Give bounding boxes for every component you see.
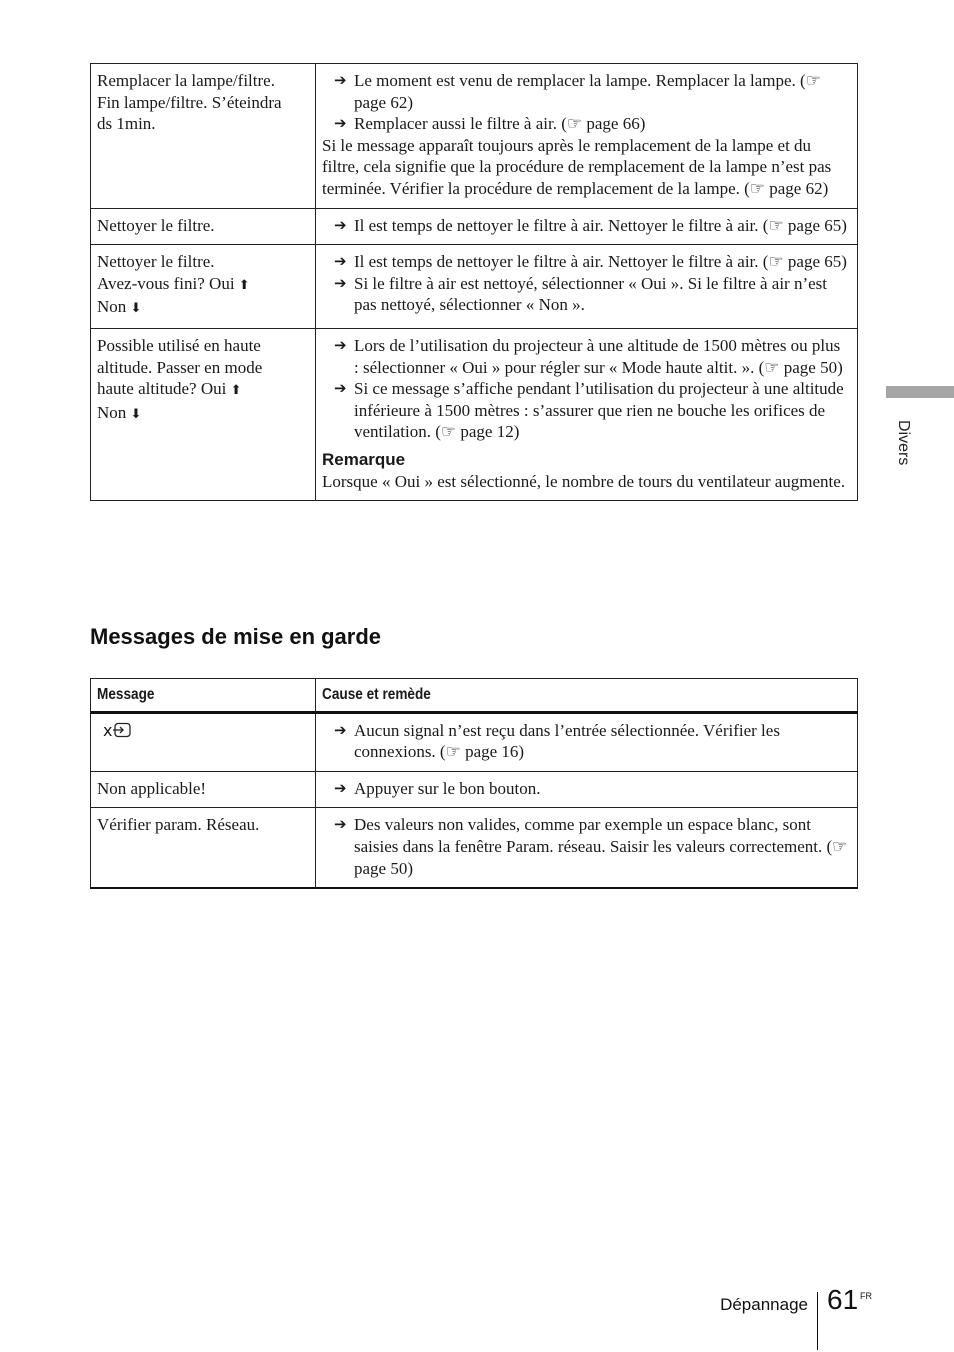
arrow-right-icon: ➔	[334, 71, 347, 89]
arrow-down-icon: ⬇	[130, 301, 142, 317]
note-text: Lorsque « Oui » est sélectionné, le nombre de tours du ventilateur augmente.	[322, 471, 846, 491]
remedy-paragraph: Si le message apparaît toujours après le remplacement de la lampe et du filtre, cela signifie que la procédure de remplacement de la lampe n’est pas terminée. Vérifier la procédure de remplacement de la lampe. (☞ page 62)	[322, 135, 832, 198]
table-row	[91, 808, 858, 888]
message-cell: Vérifier param. Réseau.	[91, 808, 316, 888]
table-row	[91, 328, 858, 500]
remedy-item	[322, 378, 849, 443]
page-language: FR	[860, 1291, 872, 1301]
table-row	[91, 245, 858, 329]
remedy-text: Des valeurs non valides, comme par exemple un espace blanc, sont saisies dans la fenêtre Param. réseau. Saisir les valeurs correctement. (☞ page 50)	[354, 815, 848, 878]
column-header-label: Cause et remède	[322, 686, 431, 703]
footer-section-name: Dépannage	[720, 1295, 808, 1314]
warning-messages-table	[90, 678, 858, 889]
section-title: Messages de mise en garde	[90, 624, 382, 649]
remedy-cell	[316, 208, 858, 245]
remedy-cell	[316, 771, 858, 808]
arrow-right-icon: ➔	[334, 778, 347, 797]
no-signal-x: x	[103, 720, 113, 740]
input-icon	[112, 722, 132, 738]
message-text: Avez-vous fini? Oui	[97, 273, 235, 293]
remedy-cell	[316, 245, 858, 329]
column-header-message	[91, 679, 316, 713]
remedy-item	[322, 778, 849, 800]
remedy-item	[322, 720, 849, 763]
remedy-item	[322, 814, 849, 879]
message-line: Nettoyer le filtre.	[97, 215, 215, 235]
message-text: Non	[97, 402, 127, 422]
table-row	[91, 208, 858, 245]
footer-divider	[817, 1292, 818, 1350]
remedy-text: Le moment est venu de remplacer la lampe. Remplacer la lampe. (☞ page 62)	[354, 71, 821, 112]
arrow-right-icon: ➔	[334, 335, 347, 354]
message-cell	[91, 64, 316, 209]
message-cell	[91, 712, 316, 771]
remedy-cell	[316, 64, 858, 209]
message-text: Non	[97, 297, 127, 317]
remedy-cell	[316, 328, 858, 500]
remedy-text: Il est temps de nettoyer le filtre à air. Nettoyer le filtre à air. (☞ page 65)	[354, 215, 847, 235]
message-cell	[91, 208, 316, 245]
message-line	[97, 378, 309, 402]
remedy-text: Si ce message s’affiche pendant l’utilisation du projecteur à une altitude inférieure à 1500 mètres : s’assurer que rien ne bouche les orifices de ventilation. (☞ page 12)	[354, 379, 844, 442]
message-cell	[91, 328, 316, 500]
message-line: ds 1min.	[97, 114, 156, 134]
message-line	[97, 296, 309, 320]
remedy-item	[322, 215, 849, 237]
page-number: 61	[827, 1284, 859, 1315]
message-line: altitude. Passer en mode	[97, 357, 263, 377]
arrow-down-icon: ⬇	[130, 406, 142, 422]
arrow-right-icon: ➔	[334, 379, 347, 398]
message-line: Possible utilisé en haute	[97, 335, 261, 355]
message-line: Fin lampe/filtre. S’éteindra	[97, 92, 282, 112]
remedy-item	[322, 273, 849, 316]
table-row	[91, 64, 858, 209]
message-line: Remplacer la lampe/filtre.	[97, 71, 275, 90]
column-header-label: Message	[97, 686, 155, 703]
indicator-messages-table	[90, 63, 858, 501]
remedy-item	[322, 335, 849, 378]
table-header-row	[91, 679, 858, 713]
remedy-cell	[316, 712, 858, 771]
remedy-text: Lors de l’utilisation du projecteur à une altitude de 1500 mètres ou plus : sélectionner « Oui » pour régler sur « Mode haute altit. ». (☞ page 50)	[354, 335, 843, 377]
remedy-text: Appuyer sur le bon bouton.	[354, 778, 541, 798]
remedy-text: Aucun signal n’est reçu dans l’entrée sélectionnée. Vérifier les connexions. (☞ page 16)	[354, 720, 780, 762]
note-heading: Remarque	[322, 449, 406, 469]
arrow-right-icon: ➔	[334, 252, 347, 271]
message-line	[97, 402, 309, 426]
no-signal-input-icon	[97, 721, 132, 740]
side-tab-label: Divers	[895, 420, 912, 466]
arrow-up-icon: ⬆	[238, 277, 250, 293]
message-text: haute altitude? Oui	[97, 379, 227, 399]
side-tab-marker	[886, 386, 954, 398]
arrow-right-icon: ➔	[334, 720, 347, 739]
table-row	[91, 712, 858, 771]
remedy-cell	[316, 808, 858, 888]
message-cell: Non applicable!	[91, 771, 316, 808]
message-cell	[91, 245, 316, 329]
remedy-text: Si le filtre à air est nettoyé, sélectionner « Oui ». Si le filtre à air n’est pas nettoyé, sélectionner « Non ».	[354, 273, 828, 315]
column-header-cause	[316, 679, 858, 713]
remedy-text: Remplacer aussi le filtre à air. (☞ page 66)	[354, 114, 646, 134]
message-line: Nettoyer le filtre.	[97, 252, 215, 272]
message-line	[97, 273, 309, 297]
remedy-item	[322, 113, 849, 135]
arrow-right-icon: ➔	[334, 815, 347, 834]
arrow-up-icon: ⬆	[230, 383, 242, 399]
arrow-right-icon: ➔	[334, 215, 347, 234]
arrow-right-icon: ➔	[334, 114, 347, 133]
remedy-item	[322, 251, 849, 273]
remedy-item	[322, 70, 849, 113]
remedy-text: Il est temps de nettoyer le filtre à air. Nettoyer le filtre à air. (☞ page 65)	[354, 252, 847, 272]
arrow-right-icon: ➔	[334, 273, 347, 292]
table-row	[91, 771, 858, 808]
